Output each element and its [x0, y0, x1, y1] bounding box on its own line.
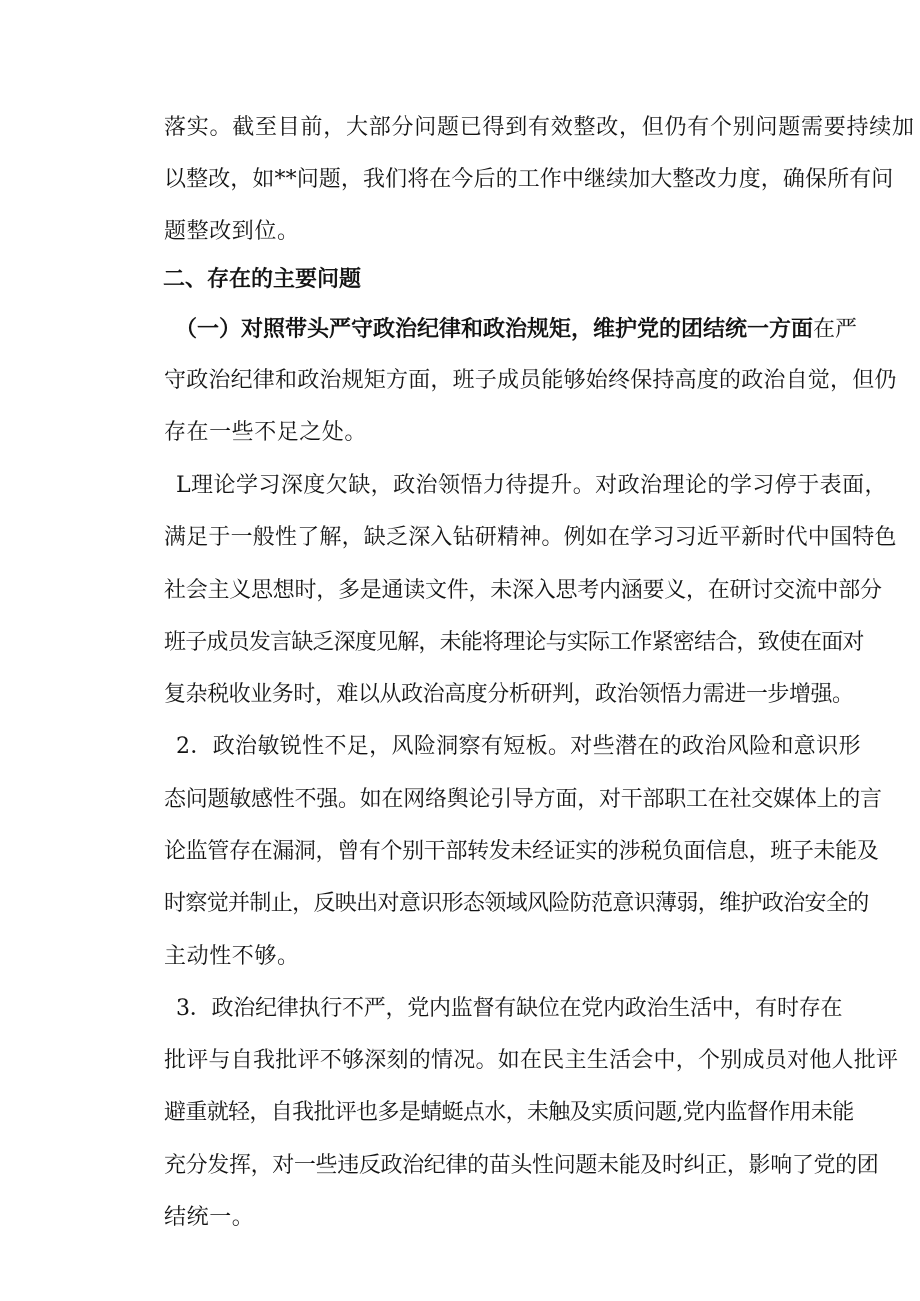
subsection-heading-line — [175, 314, 857, 345]
item-2-line: 态问题敏感性不强。如在网络舆论引导方面，对干部职工在社交媒体上的言 — [164, 787, 882, 812]
paragraph-line: 题整改到位。 — [164, 219, 300, 244]
item-1-line: L理论学习深度欠缺，政治领悟力待提升。对政治理论的学习停于表面， — [176, 473, 888, 498]
item-1-line: 班子成员发言缺乏深度见解，未能将理论与实际工作紧密结合，致使在面对 — [164, 630, 864, 655]
section-heading: 二、存在的主要问题 — [163, 266, 362, 292]
item-3-line: 避重就轻，自我批评也多是蜻蜓点水，未触及实质问题,党内监督作用未能 — [164, 1100, 854, 1125]
subsection-heading: （一）对照带头严守政治纪律和政治规矩，维护党的团结统一方面 — [175, 316, 814, 342]
paragraph-line: 落实。截至目前，大部分问题已得到有效整改，但仍有个别问题需要持续加 — [164, 115, 915, 140]
paragraph-line: 守政治纪律和政治规矩方面，班子成员能够始终保持高度的政治自觉，但仍 — [164, 368, 897, 393]
paragraph-line: 存在一些不足之处。 — [164, 420, 367, 445]
item-2-line: 主动性不够。 — [164, 944, 300, 969]
item-3-line: 批评与自我批评不够深刻的情况。如在民主生活会中，个别成员对他人批评 — [164, 1048, 899, 1073]
item-2-line: 2．政治敏锐性不足，风险洞察有短板。对些潜在的政治风险和意识形 — [176, 734, 861, 759]
item-3-line: 结统一。 — [164, 1205, 255, 1230]
subsection-heading-tail: 在严 — [813, 317, 858, 342]
item-1-line: 满足于一般性了解，缺乏深入钻研精神。例如在学习习近平新时代中国特色 — [164, 525, 897, 550]
item-1-line: 社会主义思想时，多是通读文件，未深入思考内涵要义，在研讨交流中部分 — [164, 578, 882, 603]
item-3-line: 3．政治纪律执行不严，党内监督有缺位在党内政治生活中，有时存在 — [176, 996, 843, 1021]
paragraph-line: 以整改，如**问题，我们将在今后的工作中继续加大整改力度，确保所有问 — [164, 167, 894, 192]
item-2-line: 论监管存在漏洞，曾有个别干部转发未经证实的涉税负面信息，班子未能及 — [164, 839, 879, 864]
item-3-line: 充分发挥，对一些违反政治纪律的苗头性问题未能及时纠正，影响了党的团 — [164, 1153, 879, 1178]
item-2-line: 时察觉并制止，反映出对意识形态领域风险防范意识薄弱，维护政治安全的 — [164, 891, 869, 916]
item-1-line: 复杂税收业务时，难以从政治高度分析研判，政治领悟力需进一步增强。 — [164, 682, 854, 707]
